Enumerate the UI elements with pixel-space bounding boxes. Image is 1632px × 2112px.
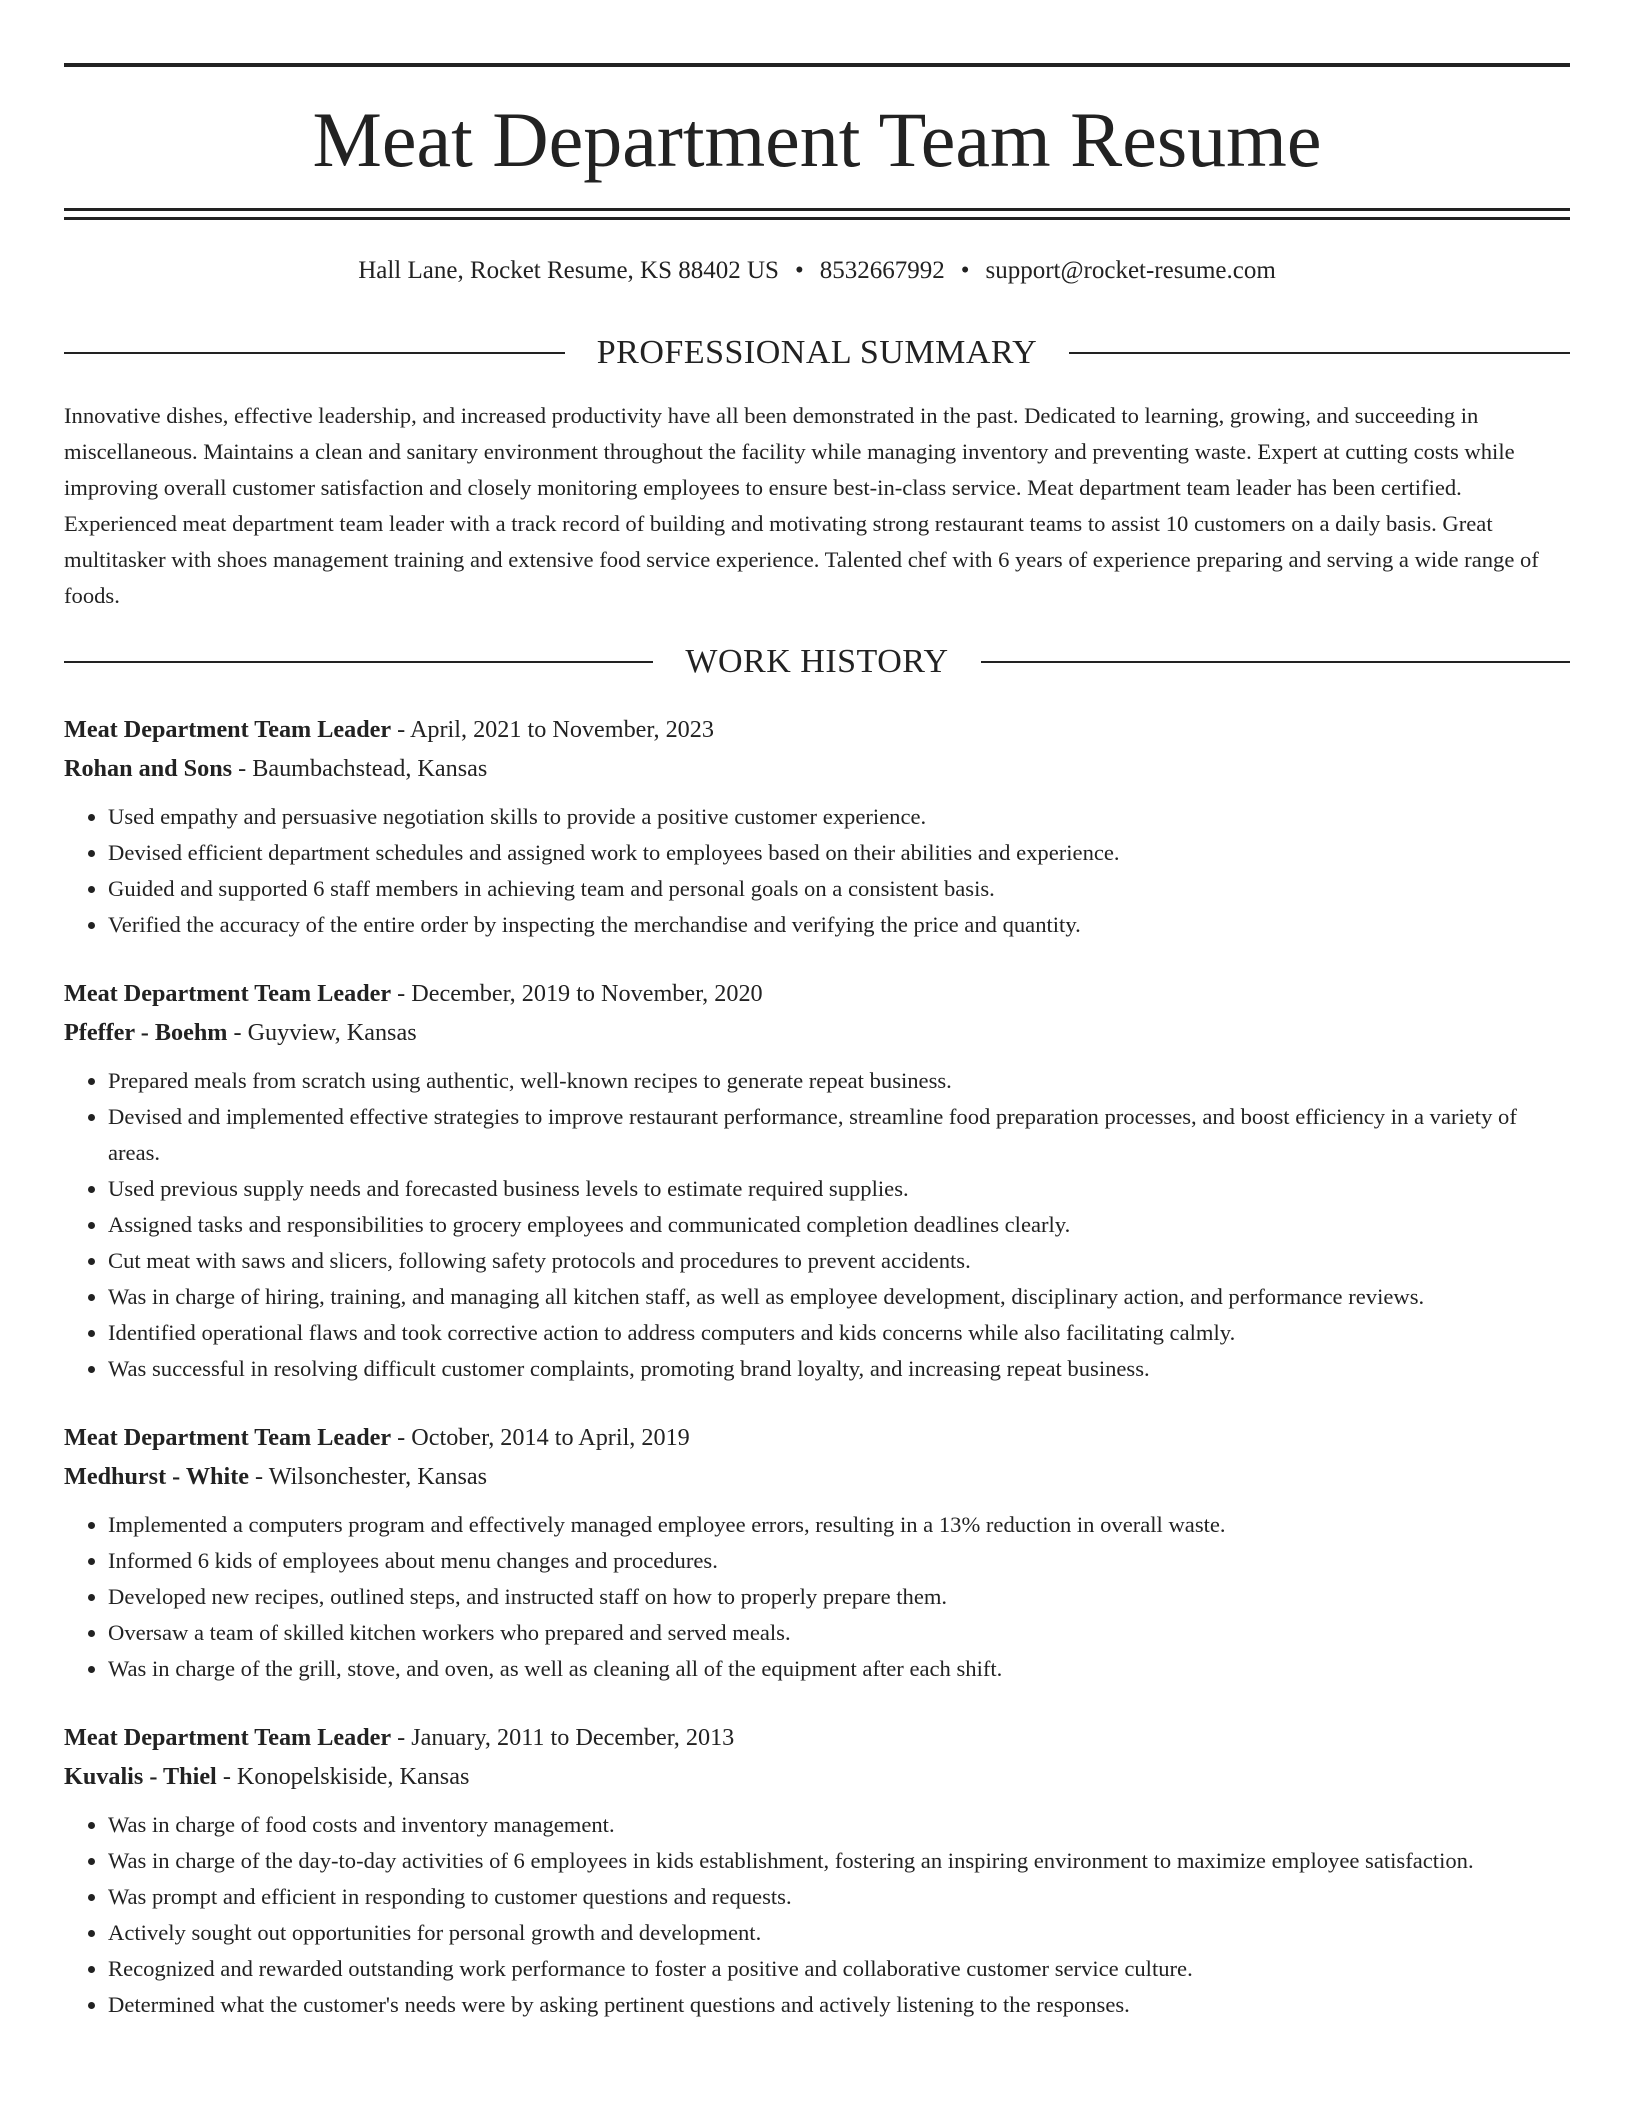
job-bullet: • Recognized and rewarded outstanding work performance to foster a positive and collaborative customer service culture. [108,1951,1570,1987]
job-dates: - October, 2014 to April, 2019 [391,1424,690,1451]
header-top-rule [64,63,1570,67]
job-title-line [64,974,1570,1013]
section-heading-work-history [64,642,1570,682]
job-bullet: • Verified the accuracy of the entire order by inspecting the merchandise and verifying the price and quantity. [108,907,1570,943]
job-location: - Baumbachstead, Kansas [232,755,488,782]
job-company: Rohan and Sons [64,755,233,782]
job-company: Medhurst - White [64,1463,249,1490]
job-entry [64,1418,1570,1687]
heading-rule-right [981,661,1570,663]
job-bullet: • Cut meat with saws and slicers, following safety protocols and procedures to prevent accidents. [108,1243,1570,1279]
job-bullet: • Implemented a computers program and effectively managed employee errors, resulting in a 13% reduction in overall waste. [108,1507,1570,1543]
job-title: Meat Department Team Leader [64,716,392,743]
job-bullet: • Developed new recipes, outlined steps, and instructed staff on how to properly prepare them. [108,1579,1570,1615]
job-bullet: • Oversaw a team of skilled kitchen workers who prepared and served meals. [108,1615,1570,1651]
job-bullet: • Assigned tasks and responsibilities to grocery employees and communicated completion deadlines clearly. [108,1207,1570,1243]
job-dates: - December, 2019 to November, 2020 [391,980,763,1007]
job-company: Pfeffer - Boehm [64,1019,228,1046]
contact-separator: • [960,257,970,284]
summary-text: Innovative dishes, effective leadership, and increased productivity have all been demonstrated in the past. Dedicated to learning, growing, and succeeding in miscellaneous. Maintains a clean and sanitary environment throughout the facility while managing inventory and preventing waste. Expert at cutting costs while improving overall customer satisfaction and closely monitoring employees to ensure best-in-class service. Meat department team leader has been certified. Experienced meat department team leader with a track record of building and motivating strong restaurant teams to assist 10 customers on a daily basis. Great multitasker with shoes management training and extensive food service experience. Talented chef with 6 years of experience preparing and serving a wide range of foods. [64,403,1539,608]
contact-address: Hall Lane, Rocket Resume, KS 88402 US [358,257,779,284]
work-history-heading: WORK HISTORY [685,643,949,680]
job-bullet: • Used previous supply needs and forecasted business levels to estimate required supplies. [108,1171,1570,1207]
job-bullet: • Actively sought out opportunities for personal growth and development. [108,1915,1570,1951]
job-bullet: • Was in charge of food costs and inventory management. [108,1807,1570,1843]
job-company: Kuvalis - Thiel [64,1763,217,1790]
job-location: - Guyview, Kansas [227,1019,417,1046]
job-title-line [64,1718,1570,1757]
job-entry [64,1718,1570,2023]
job-bullet: • Was successful in resolving difficult customer complaints, promoting brand loyalty, and increasing repeat business. [108,1351,1570,1387]
header-double-rule [64,208,1570,220]
job-location: - Konopelskiside, Kansas [216,1763,470,1790]
heading-rule-left [64,352,565,354]
job-dates: - April, 2021 to November, 2023 [391,716,714,743]
job-bullet: • Devised efficient department schedules and assigned work to employees based on their abilities and experience. [108,835,1570,871]
section-heading-summary [64,333,1570,373]
job-bullet: • Guided and supported 6 staff members in achieving team and personal goals on a consistent basis. [108,871,1570,907]
job-bullet: • Was in charge of the grill, stove, and oven, as well as cleaning all of the equipment after each shift. [108,1651,1570,1687]
heading-rule-left [64,661,653,663]
job-entry [64,974,1570,1387]
job-company-line [64,1757,1570,1796]
job-bullet: • Was prompt and efficient in responding to customer questions and requests. [108,1879,1570,1915]
job-bullet-list [64,799,1570,943]
resume-title: Meat Department Team Resume [312,96,1322,183]
job-entry [64,710,1570,943]
job-bullet: • Was in charge of hiring, training, and managing all kitchen staff, as well as employee development, disciplinary action, and performance reviews. [108,1279,1570,1315]
summary-heading: PROFESSIONAL SUMMARY [596,334,1038,371]
job-bullet: • Prepared meals from scratch using authentic, well-known recipes to generate repeat business. [108,1063,1570,1099]
job-bullet: • Informed 6 kids of employees about menu changes and procedures. [108,1543,1570,1579]
job-title-line [64,710,1570,749]
job-bullet: • Devised and implemented effective strategies to improve restaurant performance, streamline food preparation processes, and boost efficiency in a variety of areas. [108,1099,1570,1171]
contact-email: support@rocket-resume.com [985,257,1276,284]
job-bullet: • Used empathy and persuasive negotiation skills to provide a positive customer experience. [108,799,1570,835]
job-dates: - January, 2011 to December, 2013 [391,1724,735,1751]
job-title: Meat Department Team Leader [64,980,392,1007]
job-bullet: • Identified operational flaws and took corrective action to address computers and kids concerns while also facilitating calmly. [108,1315,1570,1351]
contact-separator: • [794,257,804,284]
contact-phone: 8532667992 [819,257,945,284]
job-title: Meat Department Team Leader [64,1424,392,1451]
heading-rule-right [1069,352,1570,354]
job-company-line [64,1457,1570,1496]
job-bullet: • Was in charge of the day-to-day activities of 6 employees in kids establishment, fostering an inspiring environment to maximize employee satisfaction. [108,1843,1570,1879]
job-company-line [64,749,1570,788]
contact-line [64,254,1570,288]
job-bullet-list [64,1507,1570,1687]
job-title-line [64,1418,1570,1457]
job-company-line [64,1013,1570,1052]
job-title: Meat Department Team Leader [64,1724,392,1751]
job-location: - Wilsonchester, Kansas [249,1463,488,1490]
job-bullet: • Determined what the customer's needs were by asking pertinent questions and actively listening to the responses. [108,1987,1570,2023]
work-history-list [64,710,1570,2054]
job-bullet-list [64,1063,1570,1387]
job-bullet-list [64,1807,1570,2023]
